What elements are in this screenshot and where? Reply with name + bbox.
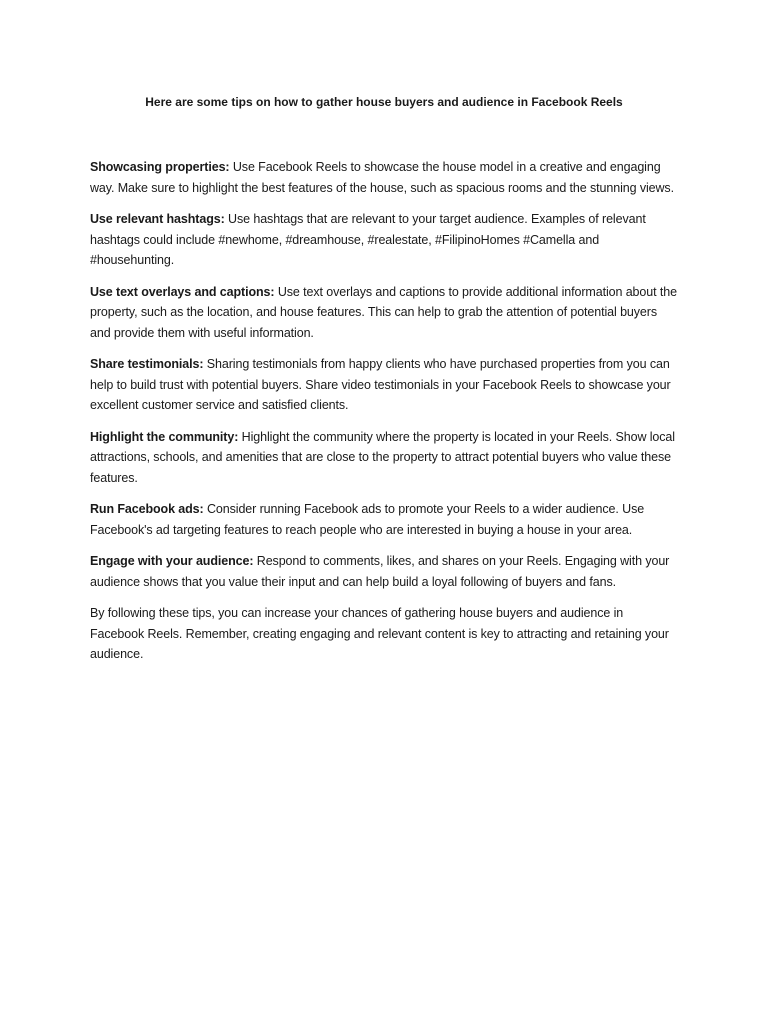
tip-heading: Showcasing properties:	[90, 160, 230, 174]
tip-heading: Use relevant hashtags:	[90, 212, 225, 226]
tip-heading: Share testimonials:	[90, 357, 204, 371]
tip-text: Respond to comments, likes, and shares on your Reels. Engaging with your audience shows that you value their input and can help build a loyal following of buyers and fans.	[90, 554, 670, 589]
tip-relevant-hashtags	[90, 209, 680, 271]
tip-text: Use text overlays and captions to provide additional information about the property, such as the location, and house features. This can help to grab the attention of potential buyers and provide them with useful information.	[90, 284, 677, 340]
tip-text: Consider running Facebook ads to promote your Reels to a wider audience. Use Facebook's ad targeting features to reach people who are interested in buying a house in your area.	[90, 502, 645, 537]
document-body	[90, 157, 680, 676]
tip-heading: Highlight the community:	[90, 429, 239, 444]
tip-heading: Engage with your audience:	[90, 554, 254, 568]
tip-heading: Use text overlays and captions:	[90, 284, 275, 299]
tip-text: Highlight the community where the property is located in your Reels. Show local attractions, schools, and amenities that are close to the property to attract potential buyers who value these features.	[90, 429, 675, 485]
tip-text-overlays	[90, 282, 680, 344]
tip-highlight-community	[90, 427, 680, 489]
tip-share-testimonials	[90, 354, 680, 416]
document-title: Here are some tips on how to gather house buyers and audience in Facebook Reels	[145, 95, 623, 109]
tip-run-facebook-ads	[90, 499, 680, 540]
tip-heading: Run Facebook ads:	[90, 502, 204, 516]
tip-showcasing-properties	[90, 157, 680, 198]
tip-engage-audience	[90, 551, 680, 592]
tip-text: Sharing testimonials from happy clients who have purchased properties from you can help to build trust with potential buyers. Share video testimonials in your Facebook Reels to showcase your excellent customer service and satisfied clients.	[90, 357, 671, 412]
tip-text: Use Facebook Reels to showcase the house model in a creative and engaging way. Make sure to highlight the best features of the house, such as spacious rooms and the stunning views.	[90, 160, 674, 195]
conclusion-paragraph: By following these tips, you can increase your chances of gathering house buyers and audience in Facebook Reels. Remember, creating engaging and relevant content is key to attracting and retaining your audience.	[90, 606, 669, 661]
tip-text: Use hashtags that are relevant to your target audience. Examples of relevant hashtags could include #newhome, #dreamhouse, #realestate, #FilipinoHomes #Camella and #househunting.	[90, 212, 646, 267]
